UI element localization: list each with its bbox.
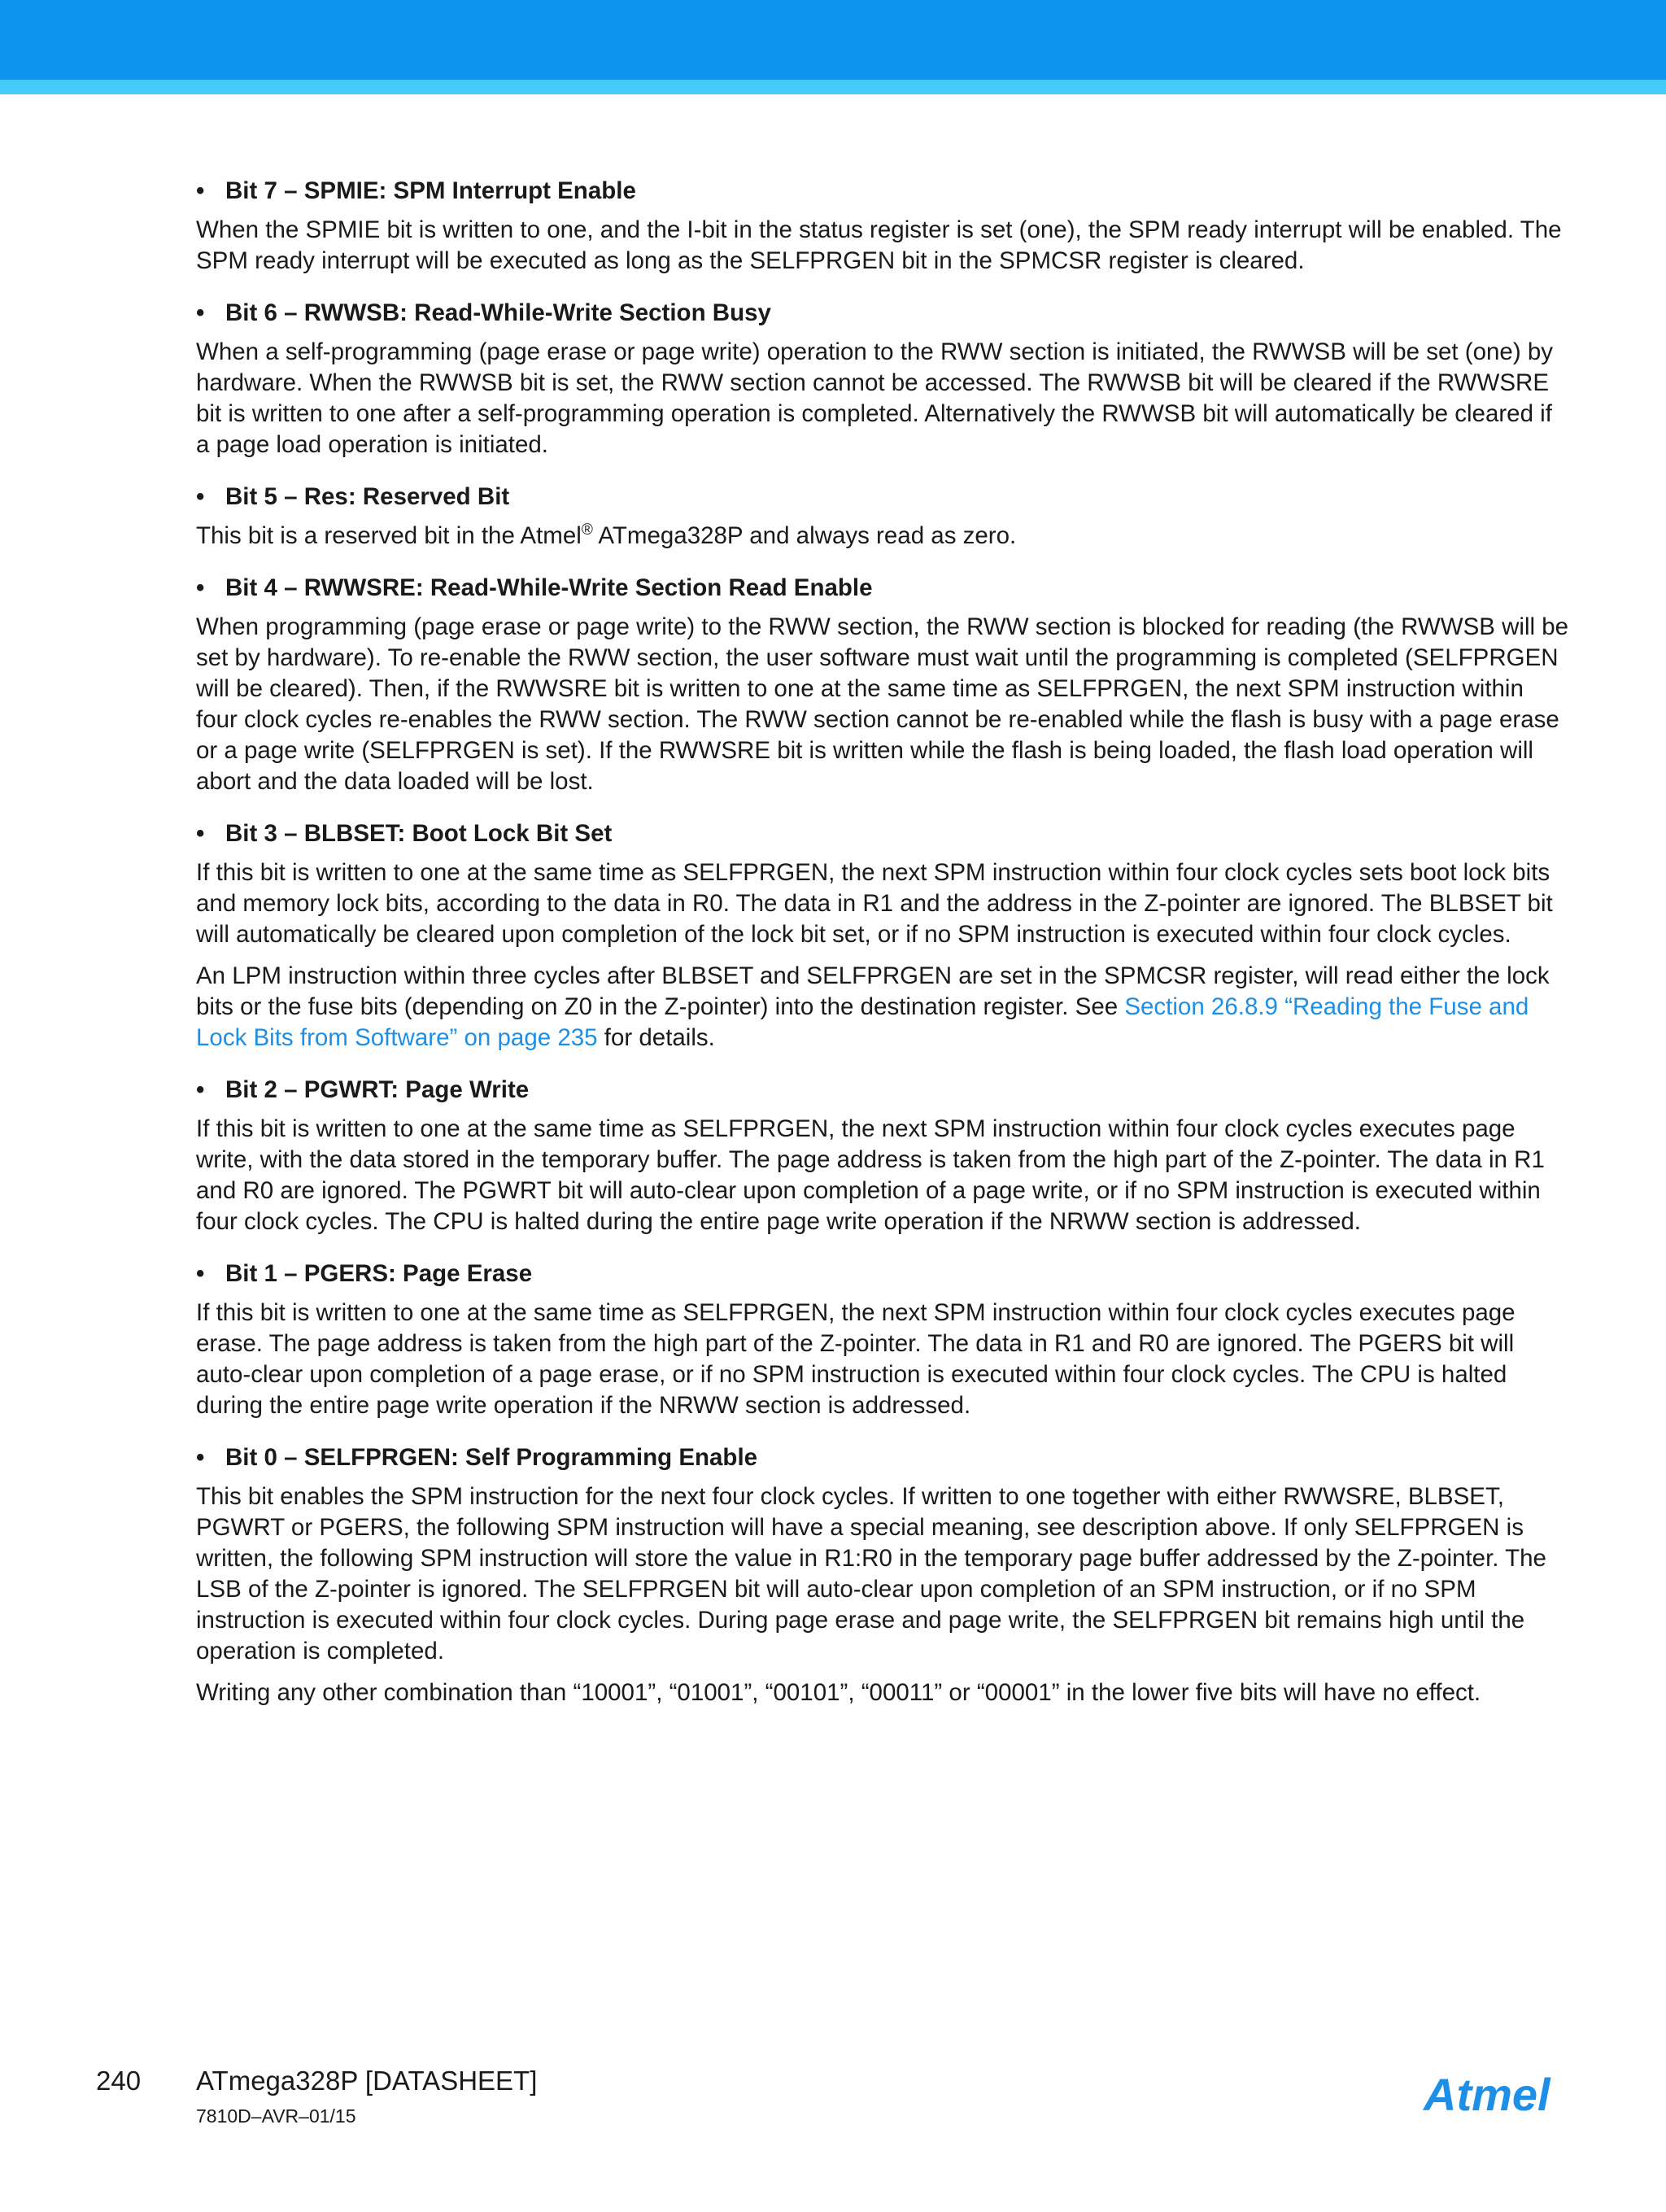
bullet-icon: • [196,1260,205,1287]
section-bit4 [196,573,1571,797]
section-bit3 [196,818,1571,1054]
heading-text: Bit 4 – RWWSRE: Read-While-Write Section Read Enable [225,574,873,601]
paragraph: When the SPMIE bit is written to one, and the I-bit in the status register is set (one), the SPM ready interrupt will be enabled. The SPM ready interrupt will be executed as long as the SELFPRGEN bit in the SPMCSR register is cleared. [196,216,1562,274]
paragraph [196,521,1571,552]
logo-text: Atmel [1424,2069,1550,2120]
section-heading [196,573,1571,604]
section-heading [196,1259,1571,1289]
bullet-icon: • [196,1444,205,1471]
document-title: ATmega328P [DATASHEET] [196,2066,538,2096]
bullet-icon: • [196,299,205,326]
paragraph-text: An LPM instruction within three cycles after BLBSET and SELFPRGEN are set in the SPMCSR register, will read either the lock bits or the fuse bits (depending on Z0 in the Z-pointer) into the destination register. See [196,962,1550,1020]
section-heading [196,1075,1571,1106]
heading-text: Bit 3 – BLBSET: Boot Lock Bit Set [225,820,613,847]
bullet-icon: • [196,1076,205,1103]
section-heading [196,298,1571,329]
heading-text: Bit 7 – SPMIE: SPM Interrupt Enable [225,177,636,204]
section-bit5 [196,482,1571,552]
section-bit0 [196,1442,1571,1708]
page-number: 240 [96,2066,142,2096]
section-bit6 [196,298,1571,460]
section-heading [196,1442,1571,1473]
page-content [196,176,1571,1730]
paragraph: If this bit is written to one at the same time as SELFPRGEN, the next SPM instruction within four clock cycles sets boot lock bits and memory lock bits, according to the data in R0. The data in R1 and the address in the Z-pointer are ignored. The BLBSET bit will automatically be cleared upon completion of the lock bit set, or if no SPM instruction is executed within four clock cycles. [196,859,1553,948]
paragraph-text: This bit is a reserved bit in the Atmel [196,522,582,549]
paragraph: Writing any other combination than “10001”, “01001”, “00101”, “00011” or “00001” in the lower five bits will have no effect. [196,1679,1481,1706]
registered-mark: ® [581,521,593,539]
section-heading [196,818,1571,849]
section-bit7 [196,176,1571,277]
section-reference-link[interactable]: Section 26.8.9 “Reading the Fuse and Lock Bits from Software” on page 235 [196,993,1529,1051]
section-bit1 [196,1259,1571,1421]
bullet-icon: • [196,483,205,510]
paragraph-text: for details. [597,1024,715,1051]
paragraph-text: ATmega328P and always read as zero. [592,522,1017,549]
document-code: 7810D–AVR–01/15 [196,2105,356,2127]
paragraph: When programming (page erase or page write) to the RWW section, the RWW section is blocked for reading (the RWWSB will be set by hardware). To re-enable the RWW section, the user software must wait until the programming is completed (SELFPRGEN will be cleared). Then, if the RWWSRE bit is written to one at the same time as SELFPRGEN, the next SPM instruction within four clock cycles re-enables the RWW section. The RWW section cannot be re-enabled while the flash is busy with a page erase or a page write (SELFPRGEN is set). If the RWWSRE bit is written while the flash is being loaded, the flash load operation will abort and the data loaded will be lost. [196,613,1569,795]
heading-text: Bit 1 – PGERS: Page Erase [225,1260,533,1287]
section-heading [196,176,1571,207]
bullet-icon: • [196,574,205,601]
paragraph [196,961,1571,1054]
paragraph: This bit enables the SPM instruction for the next four clock cycles. If written to one together with either RWWSRE, BLBSET, PGWRT or PGERS, the following SPM instruction will have a special meaning, see description above. If only SELFPRGEN is written, the following SPM instruction will store the value in R1:R0 in the temporary page buffer addressed by the Z-pointer. The LSB of the Z-pointer is ignored. The SELFPRGEN bit will auto-clear upon completion of an SPM instruction, or if no SPM instruction is executed within four clock cycles. During page erase and page write, the SELFPRGEN bit remains high until the operation is completed. [196,1483,1546,1664]
heading-text: Bit 2 – PGWRT: Page Write [225,1076,530,1103]
heading-text: Bit 5 – Res: Reserved Bit [225,483,510,510]
header-accent-strip [0,80,1666,94]
section-heading [196,482,1571,513]
bullet-icon: • [196,820,205,847]
heading-text: Bit 6 – RWWSB: Read-While-Write Section Busy [225,299,771,326]
heading-text: Bit 0 – SELFPRGEN: Self Programming Enable [225,1444,758,1471]
paragraph: If this bit is written to one at the same time as SELFPRGEN, the next SPM instruction within four clock cycles executes page write, with the data stored in the temporary buffer. The page address is taken from the high part of the Z-pointer. The data in R1 and R0 are ignored. The PGWRT bit will auto-clear upon completion of a page write, or if no SPM instruction is executed within four clock cycles. The CPU is halted during the entire page write operation if the NRWW section is addressed. [196,1115,1545,1235]
atmel-logo-icon [1422,2066,1573,2123]
header-band [0,0,1666,80]
section-bit2 [196,1075,1571,1237]
paragraph: If this bit is written to one at the same time as SELFPRGEN, the next SPM instruction within four clock cycles executes page erase. The page address is taken from the high part of the Z-pointer. The data in R1 and R0 are ignored. The PGERS bit will auto-clear upon completion of a page erase, or if no SPM instruction is executed within four clock cycles. The CPU is halted during the entire page write operation if the NRWW section is addressed. [196,1299,1516,1419]
bullet-icon: • [196,177,205,204]
paragraph: When a self-programming (page erase or page write) operation to the RWW section is initiated, the RWWSB will be set (one) by hardware. When the RWWSB bit is set, the RWW section cannot be accessed. The RWWSB bit will be cleared if the RWWSRE bit is written to one after a self-programming operation is completed. Alternatively the RWWSB bit will automatically be cleared if a page load operation is initiated. [196,338,1554,458]
